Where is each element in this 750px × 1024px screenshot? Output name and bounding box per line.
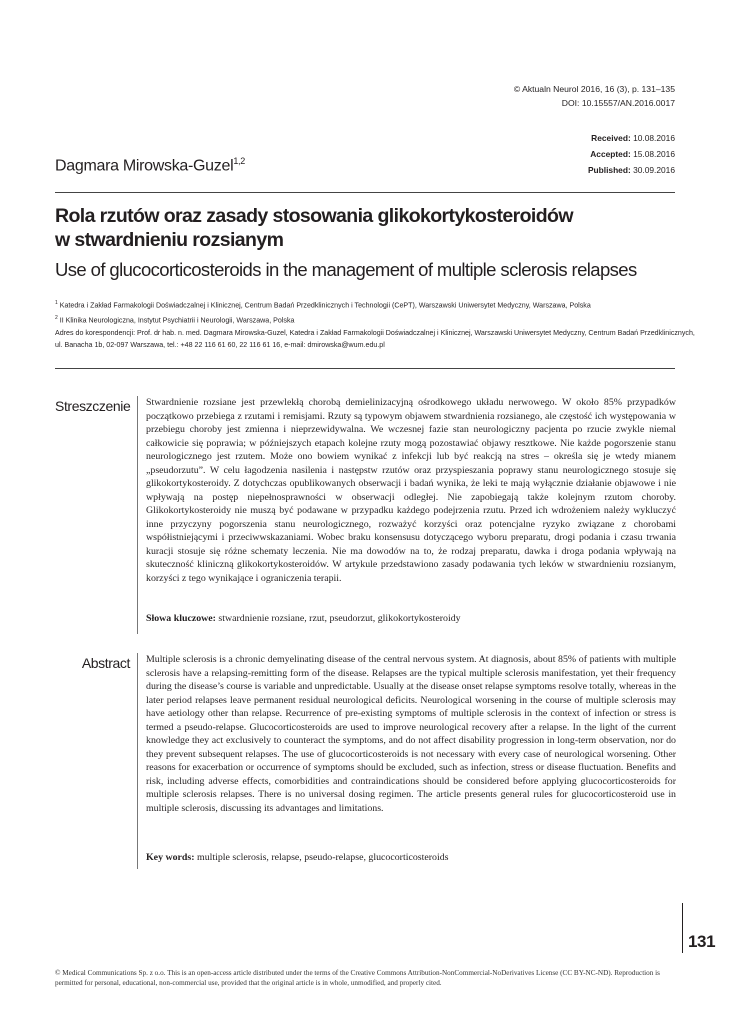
- affiliations: [55, 297, 695, 352]
- title-polish: [55, 204, 675, 252]
- affiliation-text: Katedra i Zakład Farmakologii Doświadczalnej i Klinicznej, Centrum Badań Przedklinicznych i Technologii (CePT), Warszawski Uniwersytet Medyczny, Warszawa, Polska: [57, 301, 591, 310]
- published-label: Published:: [587, 165, 631, 175]
- license-footer: © Medical Communications Sp. z o.o. This is an open-access article distributed under the terms of the Creative Commons Attribution-NonCommercial-NoDerivatives License (CC BY-NC-ND). Reproduction is permitted for personal, educational, non-commercial use, provided that the original article is in whole, unmodified, and properly cited.: [55, 969, 660, 987]
- affiliation-text: II Klinika Neurologiczna, Instytut Psychiatrii i Neurologii, Warszawa, Polska: [57, 316, 295, 325]
- title-polish-line1: Rola rzutów oraz zasady stosowania glikokortykosteroidów: [55, 205, 573, 227]
- keywords-label-en: Key words:: [146, 852, 195, 863]
- keywords-text-pl: stwardnienie rozsiane, rzut, pseudorzut, glikokortykosteroidy: [215, 613, 461, 624]
- affiliations-rule: [55, 368, 675, 369]
- page-number-rule: [682, 903, 683, 953]
- author-name-text: Dagmara Mirowska-Guzel: [55, 157, 234, 175]
- correspondence-line1: Adres do korespondencji: Prof. dr hab. n. med. Dagmara Mirowska-Guzel, Katedra i Zakład Farmakologii Doświadczalnej i Klinicznej, Warszawski Uniwersytet Medyczny, Centrum Badań Przedklinicznych,: [55, 328, 695, 337]
- streszczenie-label: Streszczenie: [55, 398, 131, 414]
- streszczenie-keywords: [146, 612, 676, 626]
- affiliation-1: [55, 297, 675, 312]
- abstract-divider: [137, 653, 138, 869]
- title-polish-line2: w stwardnieniu rozsianym: [55, 229, 284, 251]
- published-value: 30.09.2016: [633, 165, 675, 175]
- article-dates: [588, 130, 675, 178]
- abstract-keywords: [146, 851, 676, 865]
- page-number: 131: [688, 932, 716, 951]
- doi-line: DOI: 10.15557/AN.2016.0017: [561, 98, 675, 108]
- accepted-date: [588, 146, 675, 162]
- published-date: [588, 162, 675, 178]
- received-value: 10.08.2016: [633, 133, 675, 143]
- abstract-label: Abstract: [81, 655, 130, 671]
- keywords-label-pl: Słowa kluczowe:: [146, 613, 216, 624]
- received-date: [588, 130, 675, 146]
- keywords-text-en: multiple sclerosis, relapse, pseudo-relapse, glucocorticosteroids: [194, 852, 449, 863]
- affiliation-mark: 1: [55, 300, 58, 306]
- citation-line: © Aktualn Neurol 2016, 16 (3), p. 131–135: [513, 84, 675, 94]
- received-label: Received:: [591, 133, 631, 143]
- correspondence-line2: ul. Banacha 1b, 02-097 Warszawa, tel.: +48 22 116 61 60, 22 116 61 16, e-mail: dmirowska@wum.edu.pl: [55, 341, 385, 350]
- title-english: Use of glucocorticosteroids in the management of multiple sclerosis relapses: [55, 259, 637, 280]
- affiliation-2: [55, 312, 675, 327]
- abstract-text: Multiple sclerosis is a chronic demyelinating disease of the central nervous system. At diagnosis, about 85% of patients with multiple sclerosis have a relapsing-remitting form of the disease. Relapses are the typical multiple sclerosis manifestation, yet their frequency during the disease’s course is variable and unpredictable. Usually at the disease onset relapse symptoms resolve totally, whereas in the later period relapses leave permanent residual neurological deficits. Neurological worsening in the course of multiple sclerosis may have aetiology other than relapse. Recurrence of pre-existing symptoms of multiple sclerosis in the context of infection or stress is termed a pseudo-relapse. Glucocorticosteroids are used to improve neurological recovery after a relapse. In the light of the current knowledge they act exclusively to counteract the symptoms, and do not affect disability progression in long-term observation, nor do they prevent subsequent relapses. The use of glucocorticosteroids is not necessary with every case of neurological worsening. Other reasons for exacerbation or occurrence of symptoms should be excluded, such as infection, stress or disease fluctuation. Benefits and risk, including adverse effects, comorbidities and contraindications should be considered before applying glucocorticosteroids for multiple sclerosis relapses. There is no universal dosing regimen. The article presents general rules for glucocorticosteroid use in multiple sclerosis, discussing its advantages and limitations.: [146, 654, 676, 814]
- affiliation-mark: 2: [55, 314, 58, 321]
- author-name: [55, 156, 245, 175]
- streszczenie-divider: [137, 396, 138, 634]
- header-rule: [55, 192, 675, 193]
- author-affil-marks: 1,2: [233, 156, 245, 166]
- streszczenie-text: Stwardnienie rozsiane jest przewlekłą chorobą demielinizacyjną ośrodkowego układu nerwowego. W około 85% przypadków początkowo przebiega z rzutami i remisjami. Rzuty są typowym objawem stwardnienia rozsianego, ale częstość ich występowania w przebiegu choroby jest zmienna i nieprzewidywalna. We wczesnej fazie stan neurologiczny pacjenta po rzucie zwykle niemal całkowicie się poprawia; w późniejszych etapach kolejne rzuty mogą pozostawiać objawy resztkowe. Nie każde pogorszenie stanu neurologicznego jest rzutem. Może ono bowiem wynikać z infekcji lub być reakcją na stres – określa się je wtedy mianem „pseudorzutu”. W celu łagodzenia nasilenia i następstw rzutów oraz przyspieszania poprawy stanu neurologicznego stosuje się glikokortykosteroidy. Z dotychczas opublikowanych obserwacji i badań wynika, że leki te mają wyłącznie działanie objawowe i nie wpływają na postęp niepełnosprawności w obserwacji odległej. Nie zapobiegają także kolejnym rzutom choroby. Glikokortykosteroidy nie muszą być podawane w przypadku każdego podejrzenia rzutu. Przed ich wdrożeniem należy wykluczyć inne przyczyny pogorszenia stanu neurologicznego, rozważyć korzyści oraz potencjalne ryzyko związane z chorobami współistniejącymi i przeciwwskazaniami. Wobec braku konsensusu dotyczącego wyboru preparatu, drogi podania i czasu trwania kuracji stosuje się różne schematy leczenia. Nie ma dowodów na to, że rodzaj preparatu, dawka i droga podania wpływają na skuteczność kliniczną glikokortykosteroidów. W artykule przedstawiono zasady podawania tych leków w stwardnieniu rozsianym, korzyści z tego wynikające i ograniczenia terapii.: [146, 397, 676, 584]
- accepted-label: Accepted:: [590, 149, 631, 159]
- accepted-value: 15.08.2016: [633, 149, 675, 159]
- header-citation: [514, 82, 675, 110]
